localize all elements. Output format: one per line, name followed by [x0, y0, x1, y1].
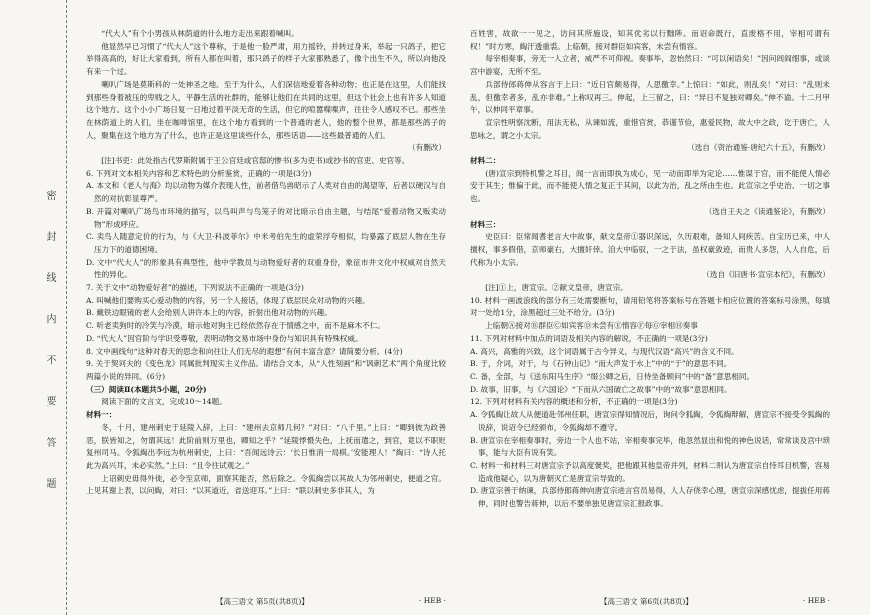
option-c: C. 备，全部，与《送东阳马生序》“缀公卿之后，日侍坐备顾问”中的“备”意思相同。 — [470, 371, 755, 381]
paragraph: 喇叭广场是莫斯科的一处神圣之地。至于为什么，人们深信地爱着各种动物；也正是在这里，人们能找到那些身着被压的卑贱之人，平静生活的社群的，能够让他们在共同的这里，但这个社会上也有许多人知道这个地方。这个小小广场日复一日地过着平淡无奇的生活，但它的喧嚣喋喋声，往往令人感叹不已。那些坐在林荫道上的人们，坐在咖啡馆里，在这个地方看到的一个普通的老人，他的整个世界，都是那些鸽子的人，聚集在这个地方为了什么，也许正是这里谈些什么，那些话语——这些最普通的人们。 — [86, 79, 446, 140]
question-10: 10. 材料一画波浪线的部分有三处需要断句，请用铅笔将答案标号在答题卡相应位置的答案标号涂黑，每填对一处给1分，涂黑超过三处不给分。(3分) — [470, 295, 830, 318]
option-a: A. 高兴，高雅的兴致，这个词语属于古今异义，与现代汉语“高兴”的含义不同。 — [470, 346, 739, 356]
question-6: 6. 下列对文本相关内容和艺术特色的分析鉴赏，正确的一项是(3分) — [86, 168, 312, 178]
footnote: [注]书吏：此处指古代罗斯附属于王公宫廷或官邸的惨书(多为吏书)或抄书的官吏、史官等。 — [101, 156, 410, 166]
paragraph: 宣宗性明察沈断，用法无私，从谏如流，重惜官赏，恭谨节俭，惠爱民物，故大中之政，讫于唐亡，人思咏之，谓之小太宗。 — [470, 117, 830, 140]
question-12: 12. 下列对材料有关内容的概述和分析，不正确的一项是(3分) — [470, 397, 678, 407]
option-d: D. 故事，旧事，与《六国论》“下而从六国破亡之故事”中的“故事”意思相同。 — [470, 384, 732, 394]
paragraph: 兵部侍郎蒋伸从容言于上曰：“近日官颇易得，人思徼幸。”上惊曰：“如此，则乱矣！”对曰：“乱则未乱，但徼幸者多，乱亦非难。”上称叹再三。伸起，上三留之，曰：“异日不复独对卿矣。”伸不谕。十二月甲午，以伸同平章事。 — [470, 79, 830, 115]
page-footer-title: 【高三语文 第5页(共8页)】 — [216, 597, 309, 606]
paragraph: 他显然早已习惯了“代大人”这个尊称，于是他一脸严肃，用力摇铃，并转过身来，举起一只鸽子，把它举得高高的，好让大家看到，所有人都在叫着，那只鸽子的样子大家都熟悉了，像个出生不久，所以向他没有来一个过。 — [86, 41, 446, 77]
option-a: A. 本文和《老人与海》均以动物为媒介表现人性，前者借鸟兽昭示了人类对自由的渴望等，后者以硬汉与自然的对抗彰显尊严。 — [86, 181, 446, 204]
option-d: D. “代大人”因官阶与学识受尊敬，表明动物交易市场中身份与知识具有特殊权威。 — [86, 333, 363, 343]
option-c: C. 材料一和材料三对唐宣宗予以高度褒奖，把他跟其他皇帝并列，材料二则认为唐宣宗自恃耳目机警，容易造成他疑心，以为唐朝灭亡是唐宣宗导致的。 — [470, 460, 830, 483]
paragraph: 百姓害，故欲一一见之，访问其所施设，知其优劣以行黜陟。而诏命既行，直废格不用，宰相可谓有权！”时方寒，綯汗透重裘。上临朝，接对群臣如宾客，未尝有惰容。 — [470, 29, 830, 51]
footnote: [注]①上，唐宣宗。②献文皇帝，唐宣宗。 — [485, 283, 628, 293]
option-c: C. 听老卖狗时的冷笑与冷漠，暗示他对狗主已经依然存在于情感之中，而不是麻木不仁。 — [86, 321, 385, 331]
source-note: （选自王夫之《读通鉴论》，有删改） — [704, 206, 830, 216]
question-8: 8. 文中画线句“这种对春天的思念和向往让人们无尽的遐想”有何丰富含意？请简要分析。(4分) — [86, 346, 403, 356]
binding-margin — [40, 0, 67, 615]
binding-label: 密 封 线 内 不 要 答 题 — [44, 190, 55, 503]
question-7: 7. 关于文中“动物爱好者”的描述，下列说法不正确的一项是(3分) — [86, 283, 305, 293]
paragraph: 史臣曰：臣常闻耆老言大中故事，献文皇帝①器识深远，久历艰难，备知人间疾苦。自宝历已来，中人擅权，事多假借，京师豪右，大擅奸倖。洎大中临驭，一之于法，虽权豪敛迹，而贵人多怨，人人自危，后代称为小太宗。 — [470, 232, 830, 267]
paragraph: 冬，十月，建州刺史于延陵入辞，上曰：“建州去京师几何？”对曰：“八千里。”上曰：“卿到彼为政善恶，朕皆知之，勿谓其远！此阶前则万里也，卿知之乎？”延陵悸慑失色，上抚而遣之，到官，竟以不职贬复州司马。令狐綯出李远为杭州刺史，上曰：“吾闻远诗云：‘长日惟消一局棋。’安能理人！”綯曰：“诗人托此为高兴耳，未必实然。”上曰：“且令往试观之。” — [86, 422, 446, 470]
paragraph: (唐)宣宗到特机警之耳目，闻一言而即执为成心，见一动而即举为定论……惟谋于官，而不能使人情必安于其生；惟偏于此，而不能使人情之复正于其间，以此为治，乱之所由生也。此宣宗之乎史治、一切之事也。 — [470, 168, 830, 204]
material-label: 材料一： — [86, 410, 117, 420]
source-note: （选自《旧唐书·宣宗本纪》，有删改） — [702, 270, 830, 280]
option-b: B. 戴铁边眼镜的老人会给别人讲许本上的内容，折射出他对动物的兴趣。 — [86, 308, 332, 318]
option-d: D. 唐宣宗善于纳谏，兵部侍郎蒋伸向唐宣宗进言官员易得，人人存侥幸心理，唐宣宗深感忧虑，提拔任用蒋伸，同时也警告蒋伸，以后不要单独见唐宣宗汇报政事。 — [470, 486, 830, 509]
option-d: D. 文中“代大人”的形象具有典型性，他中学教员与动物爱好者的双重身份，象征市井文化中权威对自然天性的异化。 — [86, 257, 446, 280]
question-11: 11. 下列对材料中加点的词语及相关内容的解说，不正确的一项是(3分) — [470, 333, 708, 343]
answer-choices: 上临朝Ⓐ接对Ⓑ群臣Ⓒ如宾客Ⓓ未尝有Ⓔ惰容Ⓕ每Ⓖ宰相Ⓗ奏事 — [485, 321, 698, 331]
option-b: B. 开篇对喇叭广场鸟市环境的描写，以鸟叫声与鸟笼子的对比暗示自由主题，与结尾“爱着动物又贩卖动物”形成呼应。 — [86, 206, 446, 229]
paragraph: 上诏刺史毋得外徙，必令至京师，面察其能否，然后除之。令狐綯尝以其故人为邻州刺史，便道之官。上见其谢上表，以问綯，对曰：“以其道近，省送迎耳。”上曰：“联以刺史多非其人，为 — [86, 473, 446, 496]
paragraph: “代大人”有个小男孩从林荫道的什么地方走出来跟着喊叫。 — [101, 29, 299, 38]
option-a: A. 叫喊他们要购买心爱动物的内容，另一个人接话，体现了底层民众对动物的兴趣。 — [86, 295, 370, 305]
material-label: 材料三： — [470, 219, 501, 229]
page-left — [86, 28, 446, 498]
option-b: B. 唐宣宗在宰相奏事时，旁边一个人也不站，宰相奏事完毕，他忽然显出和悦的神色说话，常常谈及宫中琐事，能与大臣有说有笑。 — [470, 435, 830, 458]
source-note: （选自《资治通鉴·唐纪六十五》，有删改） — [687, 143, 830, 153]
page-footer-title: 【高三语文 第6页(共8页)】 — [600, 597, 693, 606]
question-9: 9. 关于契诃夫的《变色龙》同属批判现实主义作品。请结合文本，从“人性刻画”和“讽刺艺术”两个角度比较两篇小说的异同。(6分) — [86, 359, 446, 381]
material-label: 材料二： — [470, 156, 501, 166]
page-right — [470, 28, 830, 511]
source-note: （有删改） — [408, 143, 446, 153]
paragraph: 每宰相奏事，旁无一人立者，威严不可仰视。奏事毕，忽怡然曰：“可以闲语矣！”因问闾阎细事，或谈宫中游宴，无所不至。 — [470, 54, 830, 77]
instruction: 阅读下面的文言文，完成10～14题。 — [101, 397, 227, 407]
option-b: B. 于，介词，对于，与《石钟山记》“而大声发于水上”中的“于”的意思不同。 — [470, 359, 732, 369]
page-footer-code: · HEB · — [802, 596, 830, 605]
option-c: C. 卖鸟人随意定价的行为，与《大卫·科波菲尔》中米考伯先生的虚荣浮夸相似，均暴露了底层人物在生存压力下的道德困境。 — [86, 232, 446, 254]
option-a: A. 令狐綯让故人从便道赴邻州任职，唐宣宗得知情况后，询问令狐綯，令狐綯辩解，唐宣宗不接受令狐綯的说辞，说诏令已经颁布，令狐綯却不遵守。 — [470, 410, 830, 432]
page-footer-code: · HEB · — [418, 596, 446, 605]
section-heading: （三）阅读Ⅱ(本题共5小题，20分) — [86, 384, 207, 394]
